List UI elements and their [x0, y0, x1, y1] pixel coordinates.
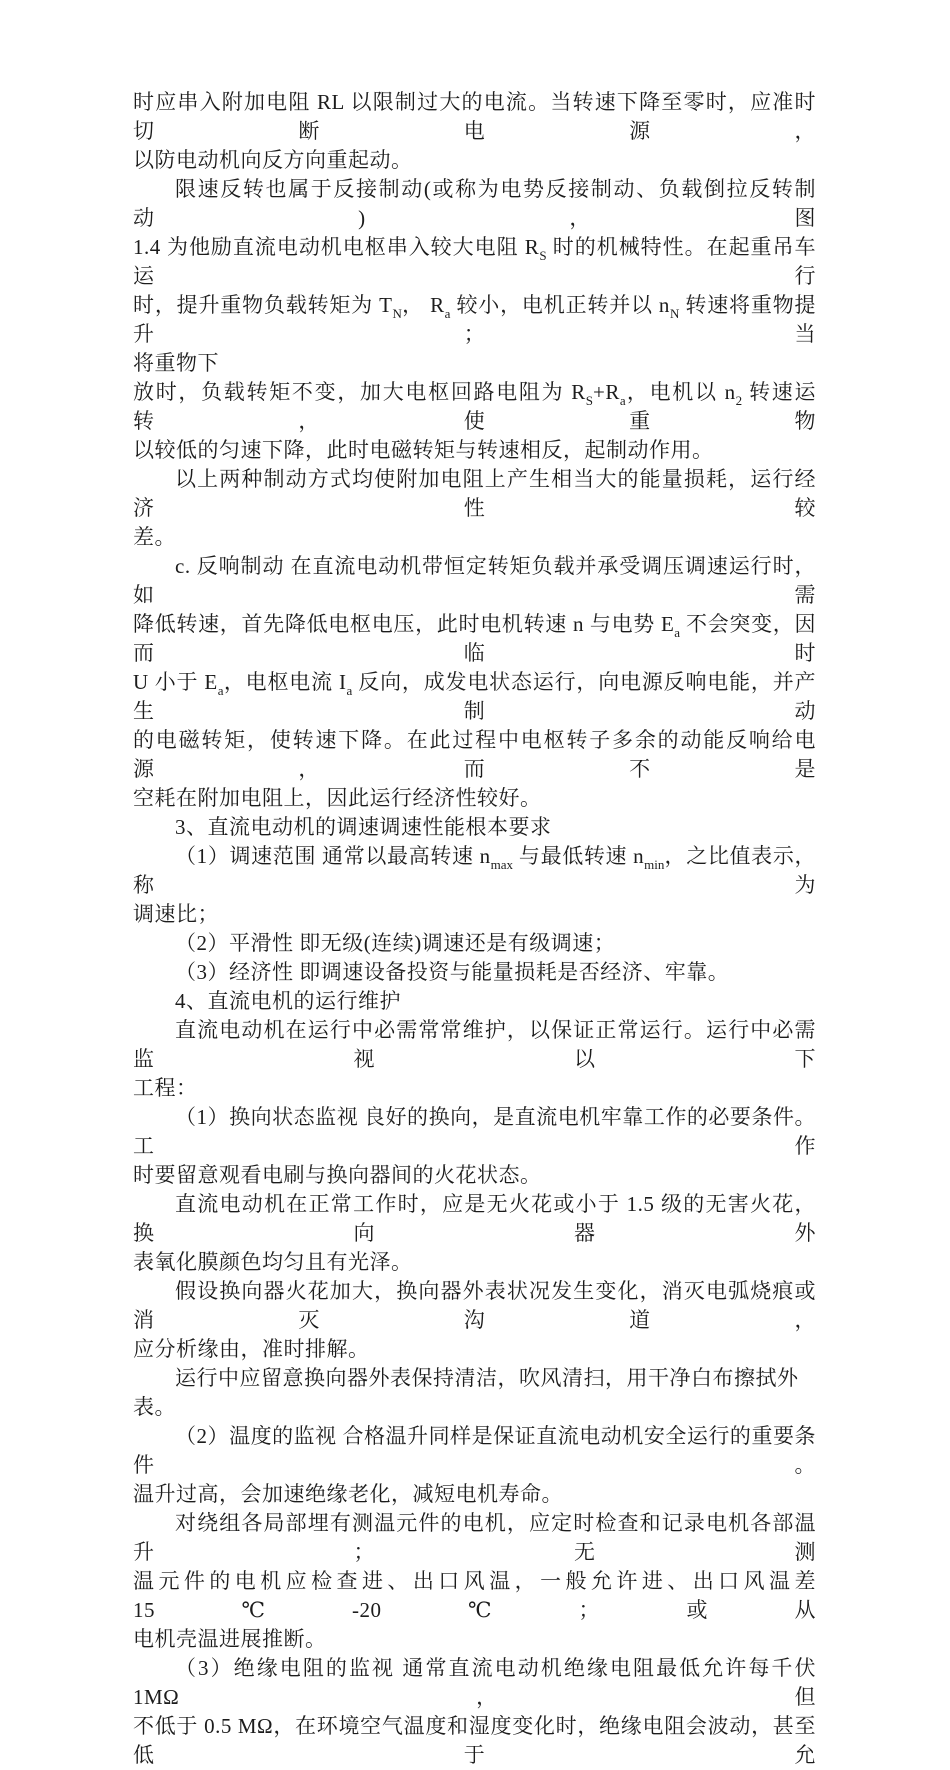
subscript: N	[392, 306, 402, 321]
subscript: a	[444, 306, 451, 321]
subscript: min	[644, 857, 665, 872]
text-line: （1）调速范围 通常以最高转速 $n_{max}$ 与最低转速 $n_{min}$，之比值表示，称为	[133, 844, 817, 897]
text-line: 时，提升重物负载转矩为 $T_N$， $R_a$ 较小，电机正转并以 $n_N$ 转速将重物提升；当	[133, 293, 817, 346]
text-line: 限速反转也属于反接制动(或称为电势反接制动、负载倒拉反转制动)，图	[133, 177, 816, 230]
text-line: U 小于 $E_a$，电枢电流 $I_a$ 反向，成发电状态运行，向电源反响电能，并产生制动	[133, 670, 817, 723]
text-line: 不低于 0.5 MΩ，在环境空气温度和湿度变化时，绝缘电阻会波动，甚至低于允	[133, 1714, 816, 1767]
subscript: N	[669, 306, 680, 321]
text-line: （3）绝缘电阻的监视 通常直流电动机绝缘电阻最低允许每千伏 1MΩ，但	[133, 1656, 816, 1709]
text-line: 运行中应留意换向器外表保持清洁，吹风清扫，用干净白布擦拭外表。	[133, 1366, 799, 1419]
text-line: 1.4 为他励直流电动机电枢串入较大电阻 $R_S$ 时的机械特性。在起重吊车运行	[133, 235, 816, 288]
text-line: 调速比；	[133, 902, 219, 926]
text-line: 差。	[133, 525, 176, 549]
subscript: max	[490, 857, 513, 872]
text-line: 表氧化膜颜色均匀且有光泽。	[133, 1250, 413, 1274]
text-line: 直流电动机在正常工作时，应是无火花或小于 1.5 级的无害火花，换向器外	[133, 1192, 816, 1245]
text-line: （2）温度的监视 合格温升同样是保证直流电动机安全运行的重要条件。	[133, 1424, 816, 1477]
text-line: 以上两种制动方式均使附加电阻上产生相当大的能量损耗，运行经济性较	[133, 467, 816, 520]
text-line: 降低转速，首先降低电枢电压，此时电机转速 n 与电势 $E_a$ 不会突变，因而临时	[133, 612, 817, 665]
text-line: 直流电动机在运行中必需常常维护，以保证正常运行。运行中必需监视以下	[133, 1018, 816, 1071]
subscript: a	[619, 393, 626, 408]
text-line: 电机壳温进展推断。	[133, 1627, 327, 1651]
subscript: a	[674, 625, 681, 640]
subscript: 2	[735, 393, 743, 408]
text-line: 对绕组各局部埋有测温元件的电机，应定时检查和记录电机各部温升；无测	[133, 1511, 816, 1564]
text-line: 时应串入附加电阻 RL 以限制过大的电流。当转速下降至零时，应准时切断电源，	[133, 90, 816, 143]
text-line: 将重物下	[133, 351, 219, 375]
text-line: （3）经济性 即调速设备投资与能量损耗是否经济、牢靠。	[175, 960, 730, 984]
text-line: 的电磁转矩，使转速下降。在此过程中电枢转子多余的动能反响给电源，而不是	[133, 728, 816, 781]
text-line: c. 反响制动 在直流电动机带恒定转矩负载并承受调压调速运行时，如需	[133, 554, 816, 607]
text-line: 4、直流电机的运行维护	[175, 989, 401, 1013]
subscript: a	[217, 683, 224, 698]
text-line: 温升过高，会加速绝缘老化，减短电机寿命。	[133, 1482, 563, 1506]
text-line: 温元件的电机应检查进、出口风温，一般允许进、出口风温差 15℃-20℃；或从	[133, 1569, 816, 1622]
text-line: 放时，负载转矩不变，加大电枢回路电阻为 $R_S+R_a$，电机以 $n_2$ 转速运转，使重物	[133, 380, 816, 433]
text-line: 以防电动机向反方向重起动。	[133, 148, 413, 172]
text-line: 空耗在附加电阻上，因此运行经济性较好。	[133, 786, 542, 810]
text-line: 3、直流电动机的调速调速性能根本要求	[175, 815, 552, 839]
text-line: 应分析缘由，准时排解。	[133, 1337, 370, 1361]
subscript: S	[585, 393, 594, 408]
text-line: （2）平滑性 即无级(连续)调速还是有级调速；	[175, 931, 616, 955]
text-line: 假设换向器火花加大，换向器外表状况发生变化，消灭电弧烧痕或消灭沟道，	[133, 1279, 816, 1332]
text-line: （1）换向状态监视 良好的换向，是直流电机牢靠工作的必要条件。工作	[133, 1105, 816, 1158]
subscript: S	[539, 248, 547, 263]
text-line: 时要留意观看电刷与换向器间的火花状态。	[133, 1163, 542, 1187]
text-line: 以较低的匀速下降，此时电磁转矩与转速相反，起制动作用。	[133, 438, 714, 462]
text-line: 工程：	[133, 1076, 198, 1100]
text-block	[133, 88, 816, 1770]
subscript: a	[346, 683, 353, 698]
